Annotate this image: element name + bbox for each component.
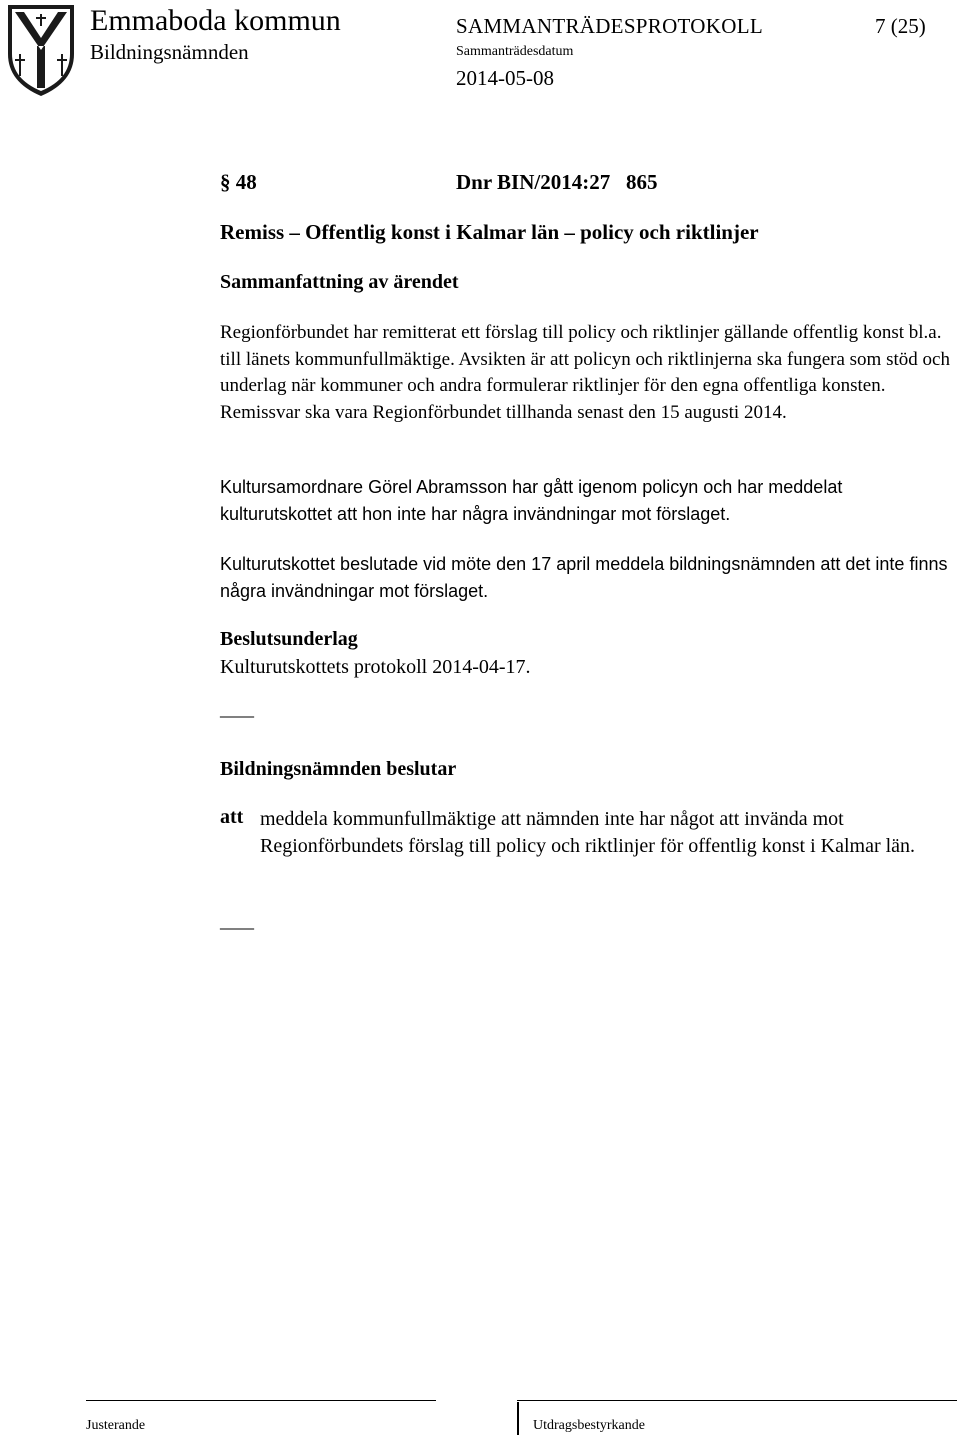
municipality-coat-of-arms-logo [4, 2, 78, 98]
footer-rule-left [86, 1400, 436, 1401]
decision-text: meddela kommunfullmäktige att nämnden inte har något att invända mot Regionförbundets förslag till policy och riktlinjer för offentlig konst i Kalmar län. [260, 808, 916, 857]
summary-heading: Sammanfattning av ärendet [220, 271, 459, 293]
paragraph-number: § 48 [220, 170, 257, 194]
footer-signature-label: Justerande [86, 1418, 146, 1433]
summary-paragraph: Kulturutskottet beslutade vid möte den 17 april meddela bildningsnämnden att det inte finns några invändningar mot förslaget. [220, 554, 948, 601]
document-type: SAMMANTRÄDESPROTOKOLL [456, 14, 763, 38]
basis-text: Kulturutskottets protokoll 2014-04-17. [220, 656, 531, 678]
footer-separator [517, 1402, 519, 1435]
section-separator: ____ [220, 698, 252, 720]
municipality-name: Emmaboda kommun [90, 4, 341, 37]
basis-heading: Beslutsunderlag [220, 628, 358, 650]
decision-term: att [220, 806, 244, 828]
summary-paragraph: Kultursamordnare Görel Abramsson har gått igenom policyn och har meddelat kulturutskottet att hon inte har några invändningar mot förslaget. [220, 477, 843, 524]
summary-paragraph: Regionförbundet har remitterat ett förslag till policy och riktlinjer gällande offentlig konst bl.a. till länets kommunfullmäktige. Avsikten är att policyn och riktlinjerna ska fungera som stöd och underlag när kommuner och andra formulerar riktlinjer för den egna offentliga konsten. Remissvar ska vara Regionförbundet tillhanda senast den 15 augusti 2014. [220, 322, 950, 423]
footer-rule-right [517, 1400, 957, 1401]
meeting-date-label: Sammanträdesdatum [456, 44, 574, 59]
meeting-date: 2014-05-08 [456, 66, 554, 90]
page-number: 7 (25) [875, 14, 926, 38]
committee-name: Bildningsnämnden [90, 40, 249, 64]
case-number: Dnr BIN/2014:27 865 [456, 170, 658, 194]
footer-certification-label: Utdragsbestyrkande [533, 1418, 645, 1433]
decision-heading: Bildningsnämnden beslutar [220, 758, 457, 780]
section-separator: ____ [220, 910, 252, 932]
item-title: Remiss – Offentlig konst i Kalmar län – policy och riktlinjer [220, 220, 759, 244]
